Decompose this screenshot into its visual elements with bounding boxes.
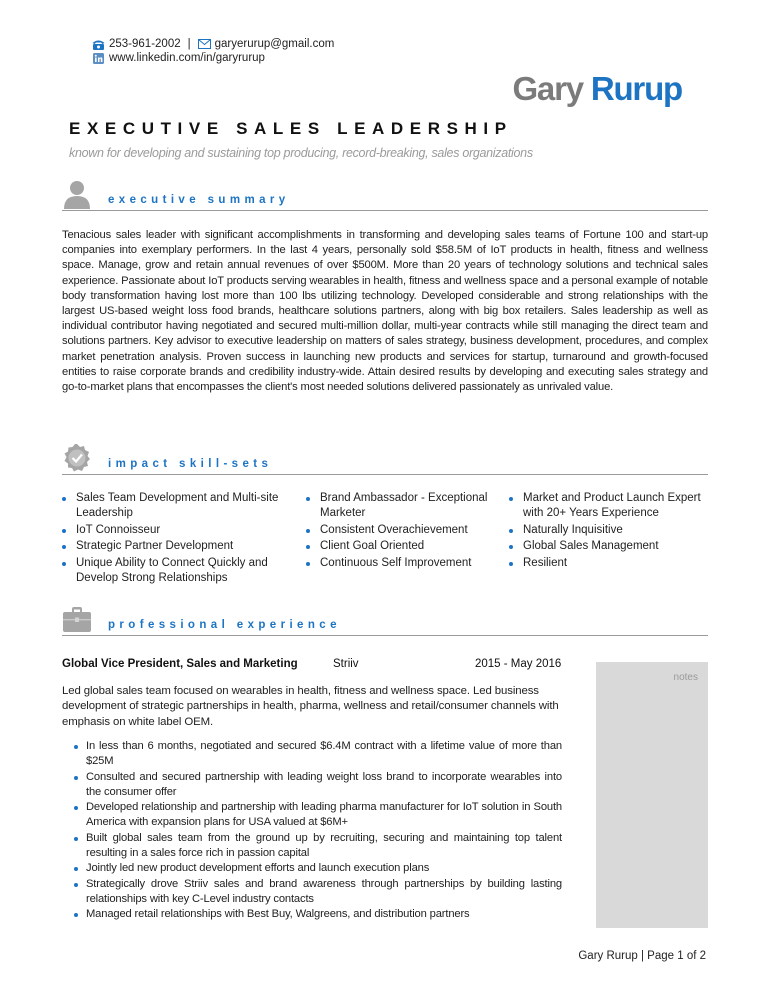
linkedin-url[interactable]: www.linkedin.com/in/garyrurup <box>109 52 265 64</box>
job-bullet-text: Built global sales team from the ground up by recruiting, securing and maintaining top talent resulting in a sales force rich in passion capital <box>86 831 562 860</box>
job-description: Led global sales team focused on wearables in health, fitness and wellness space. Led business development of strategic partnerships in health, pharma, wellness and retail/consumer channels with emphasis on white label OEM. <box>62 685 559 728</box>
bullet-dot <box>306 497 310 501</box>
skill-text: Global Sales Management <box>523 540 659 553</box>
page-footer: Gary Rurup | Page 1 of 2 <box>578 950 706 962</box>
section-header-skills <box>62 443 708 475</box>
skill-item <box>306 523 498 538</box>
bullet-dot <box>74 745 78 749</box>
skills-column-1 <box>62 491 294 587</box>
job-bullet <box>74 770 562 801</box>
job-bullet <box>74 877 562 908</box>
skills-column-2 <box>306 491 498 572</box>
bullet-dot <box>509 529 513 533</box>
skill-text: Strategic Partner Development <box>76 540 234 553</box>
bullet-dot <box>74 913 78 917</box>
bullet-dot <box>74 776 78 780</box>
section-title-experience: professional experience <box>108 619 341 631</box>
skill-text: IoT Connoisseur <box>76 523 161 536</box>
notes-panel <box>596 662 708 928</box>
skill-item <box>62 539 294 554</box>
notes-label: notes <box>673 672 698 683</box>
bullet-dot <box>509 497 513 501</box>
skill-item <box>509 523 708 538</box>
job-bullet-text: Jointly led new product development efforts and launch execution plans <box>86 862 430 875</box>
job-bullet <box>74 907 562 922</box>
contact-row-1 <box>92 37 334 51</box>
skill-text: Client Goal Oriented <box>320 540 425 553</box>
bullet-dot <box>509 545 513 549</box>
skill-item <box>306 556 498 571</box>
section-header-experience <box>62 604 708 636</box>
bullet-dot <box>62 529 66 533</box>
headline: EXECUTIVE SALES LEADERSHIP <box>69 119 513 138</box>
job-bullet <box>74 739 562 770</box>
bullet-dot <box>306 545 310 549</box>
job-bullet <box>74 861 562 876</box>
contact-row-2 <box>92 51 334 65</box>
skill-item <box>306 539 498 554</box>
summary-text: Tenacious sales leader with significant accomplishments in transforming and developing sales teams of Fortune 100 and start-up companies into exemplary performers. In the last 4 years, personally sold $58.5M of IoT products in health, fitness and wellness space. Manage, grow and retain annual revenues of over $500M. More than 20 years of technology solutions and technical sales experience. Passionate about IoT products serving wearables in health, fitness and wellness space and a personal example of notable body transformation having lost more than 100 lbs utilizing technology. Developed considerable and strong relationships with the largest US-based weight loss food brands, healthcare solutions partners, along with big box retailers. Sales leadership as well as individual contributor having negotiated and secured multi-million dollar, multi-year contracts while still managing the direct team and solutions partners. Key advisor to executive leadership on matters of sales strategy, business development, procedures, and complex market penetration analysis. Proven success in launching new products and services for startup, turnaround and growth-focused entities to raise corporate brands and credibility industry-wide. Attain desired results by developing and executing sales strategy and go-to-market plans that encompasses the client's most needed solutions delivered passionately as unrivaled value. <box>62 229 708 394</box>
section-header-summary <box>62 179 708 211</box>
skill-item <box>62 491 294 522</box>
skill-text: Market and Product Launch Expert with 20+ Years Experience <box>523 492 701 520</box>
tagline: known for developing and sustaining top producing, record-breaking, sales organizations <box>69 146 533 160</box>
candidate-name <box>512 70 682 108</box>
skill-text: Brand Ambassador - Exceptional Marketer <box>320 492 488 520</box>
skill-item <box>306 491 498 522</box>
phone-number[interactable]: 253-961-2002 <box>109 38 181 50</box>
section-title-summary: executive summary <box>108 194 290 206</box>
bullet-dot <box>306 529 310 533</box>
skill-text: Consistent Overachievement <box>320 523 468 536</box>
email-address[interactable]: garyerurup@gmail.com <box>214 38 335 50</box>
first-name: Gary <box>512 70 583 107</box>
last-name: Rurup <box>590 70 682 107</box>
bullet-dot <box>62 497 66 501</box>
job-bullet <box>74 800 562 831</box>
check-badge-icon <box>62 443 92 473</box>
job-bullet-list <box>74 739 562 923</box>
contact-separator: | <box>187 38 191 50</box>
skill-item <box>509 556 708 571</box>
bullet-dot <box>62 562 66 566</box>
skill-text: Continuous Self Improvement <box>320 556 472 569</box>
skill-item <box>62 523 294 538</box>
linkedin-icon <box>92 53 105 64</box>
bullet-dot <box>74 883 78 887</box>
job-bullet-text: Developed relationship and partnership with leading pharma manufacturer for IoT solution in South America with expansion plans for USA valued at $6M+ <box>86 801 562 829</box>
skill-text: Naturally Inquisitive <box>523 523 623 536</box>
skill-item <box>509 491 708 522</box>
bullet-dot <box>74 867 78 871</box>
person-icon <box>62 179 92 209</box>
email-icon <box>198 39 211 50</box>
skill-item <box>509 539 708 554</box>
bullet-dot <box>74 837 78 841</box>
section-title-skills: impact skill-sets <box>108 458 273 470</box>
job-bullet <box>74 831 562 862</box>
phone-icon <box>92 39 105 50</box>
skill-text: Unique Ability to Connect Quickly and Develop Strong Relationships <box>76 556 268 585</box>
job-bullet-text: Managed retail relationships with Best Buy, Walgreens, and distribution partners <box>86 908 470 921</box>
job-dates: 2015 - May 2016 <box>475 658 562 670</box>
job-bullet-text: Consulted and secured partnership with leading weight loss brand to incorporate wearables into the consumer offer <box>86 770 562 798</box>
bullet-dot <box>62 545 66 549</box>
bullet-dot <box>306 562 310 566</box>
skill-text: Sales Team Development and Multi-site Leadership <box>76 492 279 520</box>
job-bullet-text: Strategically drove Striiv sales and brand awareness through partnerships by building lasting relationships with key C-Level industry contacts <box>86 877 562 905</box>
skill-text: Resilient <box>523 556 568 569</box>
job-bullet-text: In less than 6 months, negotiated and secured $6.4M contract with a lifetime value of more than $25M <box>86 740 562 768</box>
briefcase-icon <box>62 604 92 634</box>
bullet-dot <box>509 562 513 566</box>
bullet-dot <box>74 806 78 810</box>
skills-column-3 <box>509 491 708 572</box>
skill-item <box>62 556 294 587</box>
job-company: Striiv <box>333 658 359 670</box>
job-title: Global Vice President, Sales and Marketing <box>62 658 298 670</box>
contact-block <box>92 37 334 65</box>
